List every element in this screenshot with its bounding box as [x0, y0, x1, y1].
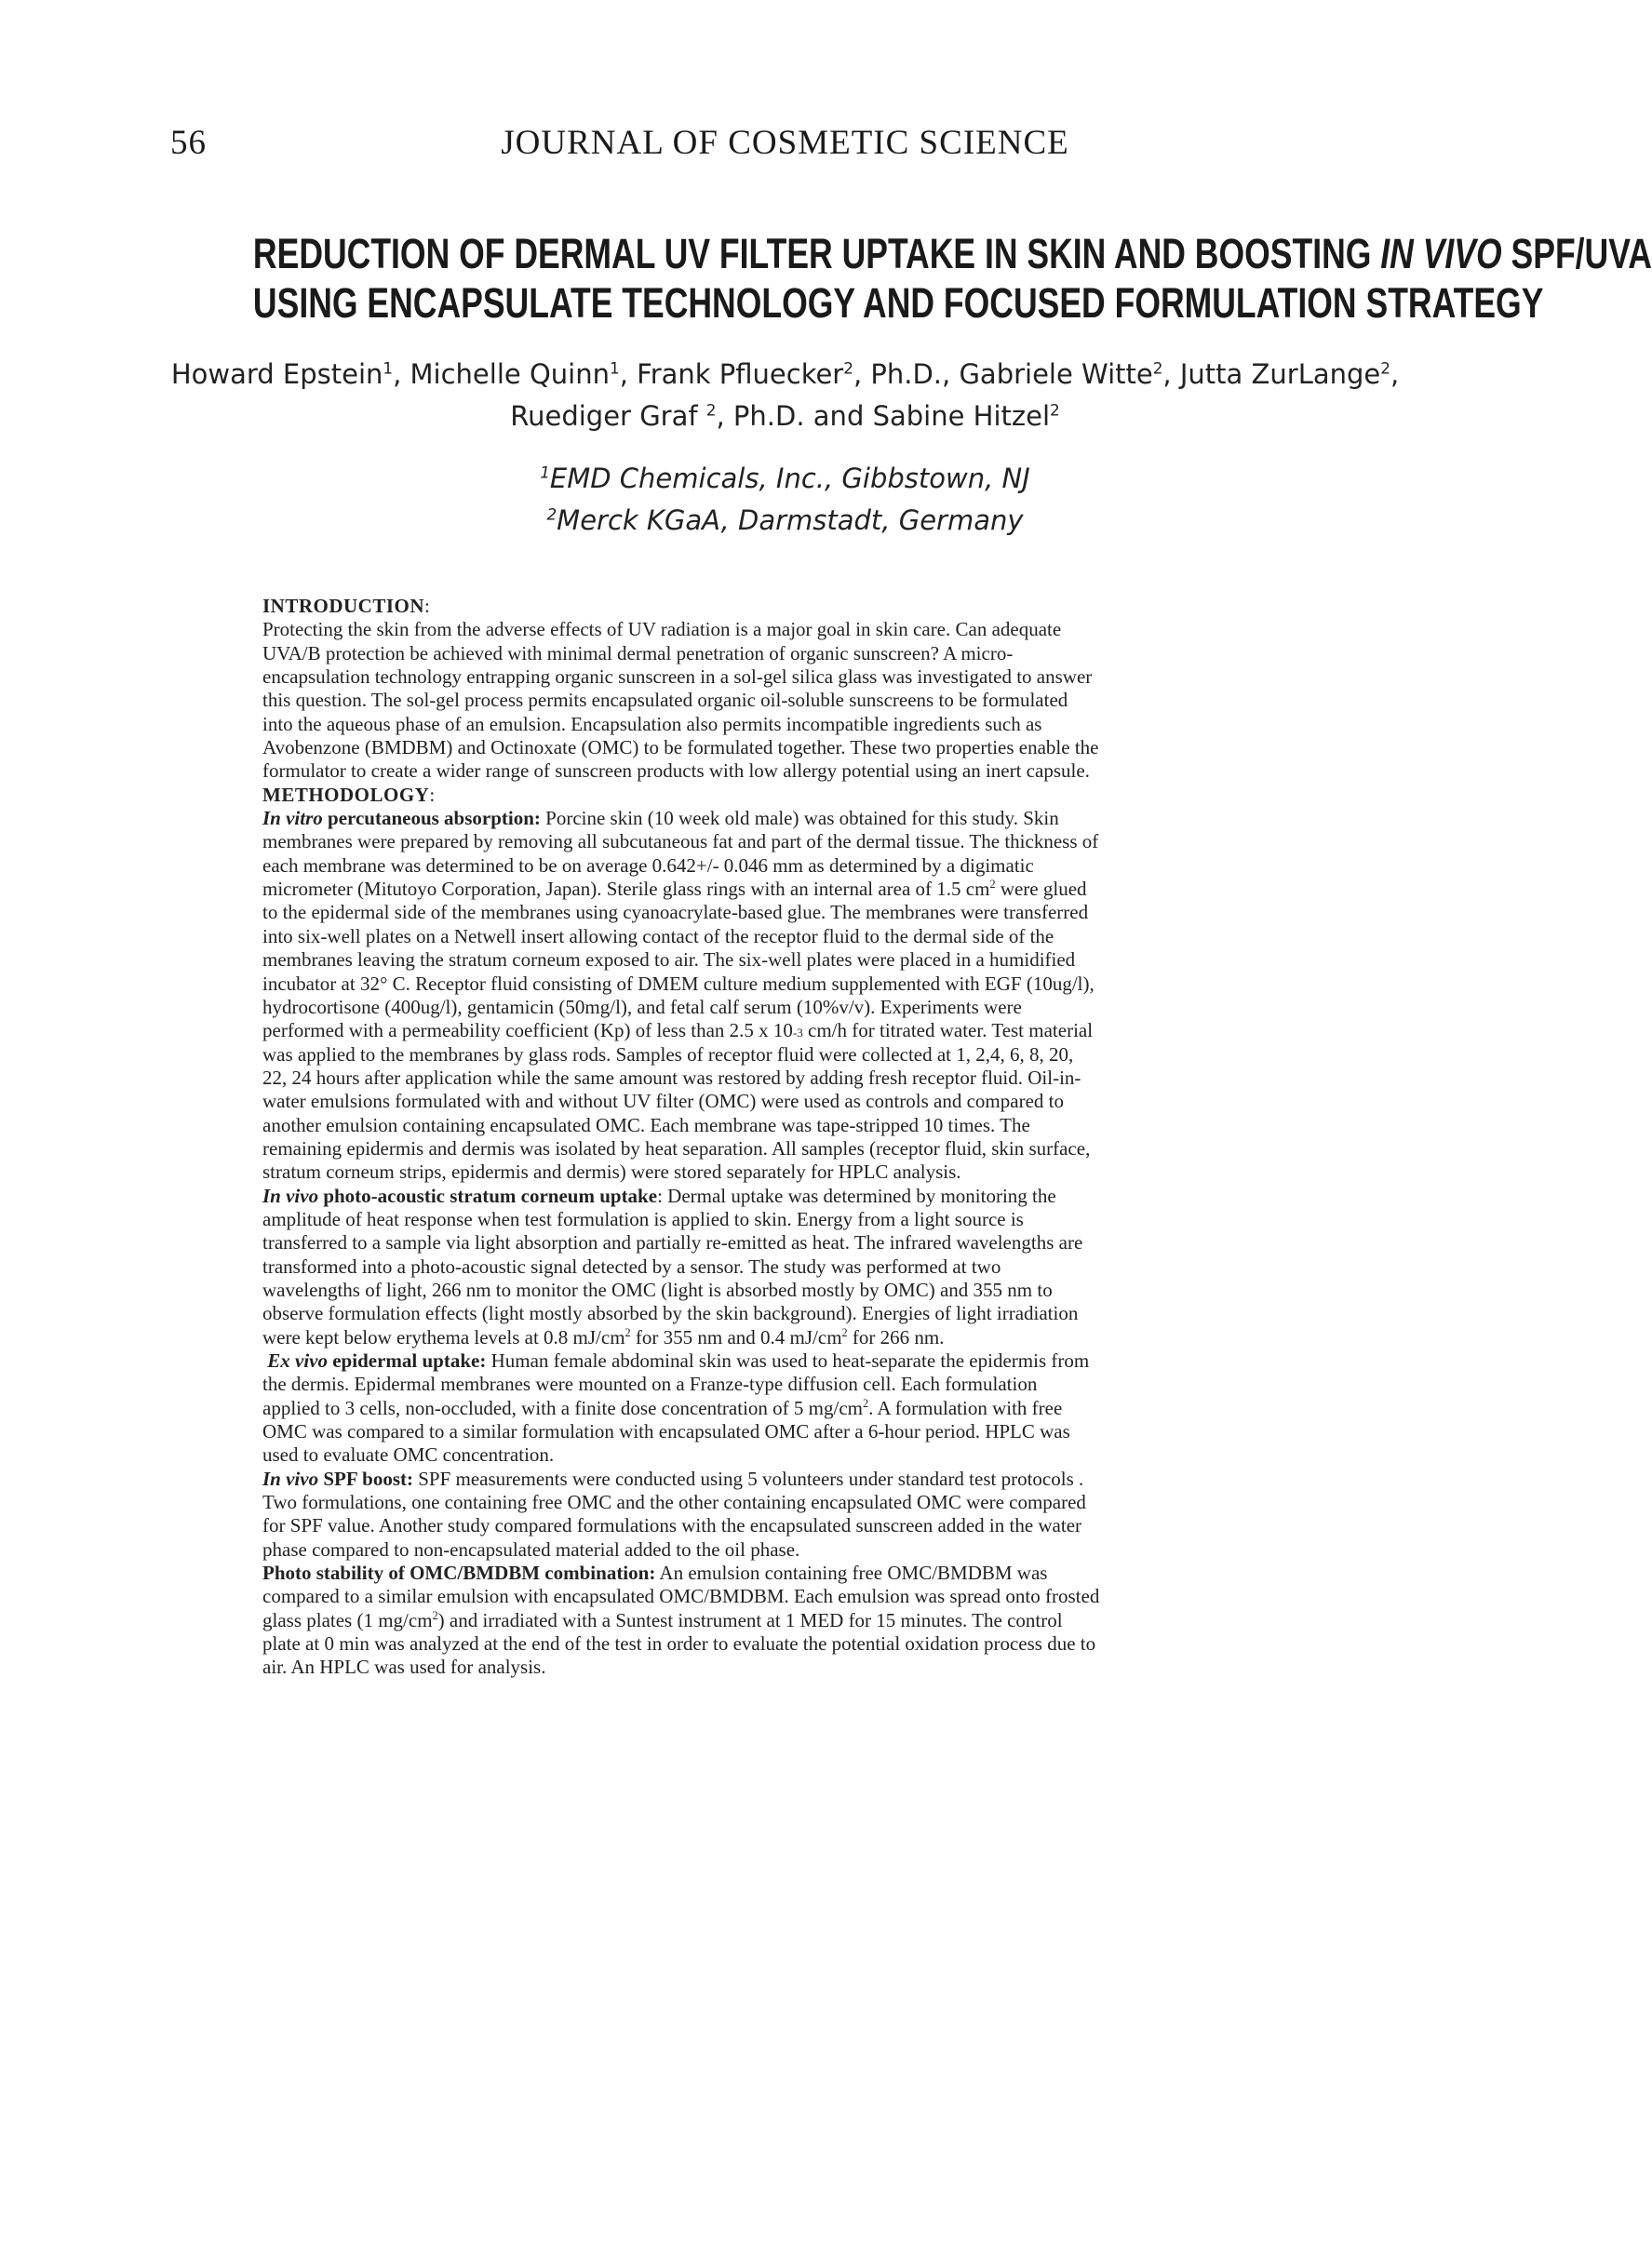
text-line: each membrane was determined to be on average 0.642+/- 0.046 mm as determined by a digimatic — [262, 853, 1034, 877]
text-line: this question. The sol-gel process permits encapsulated organic oil-soluble sunscreens to be formulated — [262, 689, 1068, 712]
text-line: compared to a similar emulsion with encapsulated OMC/BMDBM. Each emulsion was spread onto frosted — [262, 1585, 1100, 1608]
abstract-body — [262, 595, 1296, 1680]
text-line: performed with a permeability coefficient (Kp) of less than 2.5 x 10-3 cm/h for titrated water. Test material — [262, 1019, 1094, 1042]
text-line: into the aqueous phase of an emulsion. Encapsulation also permits incompatible ingredients such as — [262, 712, 1042, 735]
text-line: membranes leaving the stratum corneum exposed to air. The six-well plates were placed in a humidified — [262, 948, 1076, 972]
text-line: glass plates (1 $mg/cm^2$) and irradiated with a Suntest instrument at 1 MED for 15 minutes. The control — [262, 1608, 1063, 1631]
text-line: to the epidermal side of the membranes using cyanoacrylate-based glue. The membranes were transferred — [262, 901, 1089, 924]
text-line: incubator at 32° C. Receptor fluid consisting of DMEM culture medium supplemented with EGF (10ug/l), — [262, 972, 1095, 995]
affiliation-2: $^2$Merck KGaA, Darmstadt, Germany — [546, 504, 1024, 536]
text-line: phase compared to non-encapsulated material added to the oil phase. — [262, 1537, 800, 1561]
text-line: amplitude of heat response when test formulation is applied to skin. Energy from a light source is — [262, 1207, 1024, 1230]
section-heading-introduction: INTRODUCTION: — [262, 595, 430, 617]
page-number: 56 — [170, 124, 207, 162]
text-line: UVA/B protection be achieved with minimal dermal penetration of organic sunscreen? A micro- — [262, 641, 1014, 664]
text-line: encapsulation technology entrapping organic sunscreen in a sol-gel silica glass was investigated to answer — [262, 665, 1093, 689]
section-heading-methodology: METHODOLOGY: — [262, 783, 436, 806]
text-line: Avobenzone (BMDBM) and Octinoxate (OMC) to be formulated together. These two properties enable the — [262, 736, 1099, 759]
subsection-spf-boost: In vivo SPF boost: SPF measurements were conducted using 5 volunteers under standard test protocols . — [262, 1467, 1084, 1490]
text-line: formulator to create a wider range of sunscreen products with low allergy potential using an inert capsule. — [262, 759, 1090, 783]
title-line-1: REDUCTION OF DERMAL UV FILTER UPTAKE IN SKIN AND BOOSTING IN VIVO SPF/UVA — [252, 230, 1652, 277]
subsection-ex-vivo: Ex vivo epidermal uptake: Human female abdominal skin was used to heat-separate the epidermis from — [267, 1349, 1090, 1372]
article-title — [252, 229, 1652, 328]
author-list — [140, 354, 1430, 437]
text-line: water emulsions formulated with and without UV filter (OMC) were used as controls and compared to — [262, 1090, 1064, 1113]
text-line: hydrocortisone (400ug/l), gentamicin (50mg/l), and fetal calf serum (10%v/v). Experiments were — [262, 995, 1022, 1018]
text-line: for SPF value. Another study compared formulations with the encapsulated sunscreen added in the water — [262, 1514, 1082, 1537]
subsection-photo-stability: Photo stability of OMC/BMDBM combination: An emulsion containing free OMC/BMDBM was — [262, 1562, 1048, 1585]
text-line: another emulsion containing encapsulated OMC. Each membrane was tape-stripped 10 times. The — [262, 1113, 1030, 1136]
text-line: transferred to a sample via light absorption and partially re-emitted as heat. The infrared wavelengths are — [262, 1231, 1083, 1255]
text-line: transformed into a photo-acoustic signal detected by a sensor. The study was performed at two — [262, 1255, 1001, 1278]
running-header — [0, 123, 1570, 179]
text-line: were kept below erythema levels at 0.8 $mJ/cm^2$ for 355 nm and 0.4 $mJ/cm^2$ for 266 nm. — [262, 1325, 945, 1349]
title-line-2: USING ENCAPSULATE TECHNOLOGY AND FOCUSED FORMULATION STRATEGY — [252, 279, 1544, 327]
text-line: used to evaluate OMC concentration. — [262, 1443, 555, 1467]
text-line: OMC was compared to a similar formulation with encapsulated OMC after a 6-hour period. HPLC was — [262, 1420, 1070, 1443]
text-line: 22, 24 hours after application while the same amount was restored by adding fresh receptor fluid. Oil-in- — [262, 1066, 1081, 1089]
text-line: applied to 3 cells, non-occluded, with a finite dose concentration of 5 $mg/cm^2$. A formulation with free — [262, 1396, 1063, 1419]
text-line: was applied to the membranes by glass rods. Samples of receptor fluid were collected at 1, 2,4, 6, 8, 20, — [262, 1042, 1074, 1066]
text-line: air. An HPLC was used for analysis. — [262, 1656, 546, 1679]
author-line-1: Howard Epstein$^1$, Michelle Quinn$^1$, Frank Pfluecker$^2$, Ph.D., Gabriele Witte$^2$, Jutta ZurLange$^2$, — [170, 358, 1400, 390]
author-line-2: Ruediger Graf $^2$, Ph.D. and Sabine Hitzel$^2$ — [510, 400, 1060, 432]
subsection-in-vitro: In vitro percutaneous absorption: Porcine skin (10 week old male) was obtained for this study. Skin — [262, 807, 1059, 830]
text-line: Two formulations, one containing free OMC and the other containing encapsulated OMC were compared — [262, 1491, 1086, 1514]
text-line: into six-well plates on a Netwell insert allowing contact of the receptor fluid to the dermal side of the — [262, 924, 1054, 947]
text-line: the dermis. Epidermal membranes were mounted on a Franze-type diffusion cell. Each formulation — [262, 1373, 1038, 1396]
subsection-in-vivo-photo-acoustic: In vivo photo-acoustic stratum corneum uptake: Dermal uptake was determined by monitoring the — [262, 1184, 1056, 1207]
text-line: membranes were prepared by removing all subcutaneous fat and part of the dermal tissue. The thickness of — [262, 830, 1099, 853]
affiliation-1: $^1$EMD Chemicals, Inc., Gibbstown, NJ — [540, 463, 1030, 494]
text-line: micrometer (Mitutoyo Corporation, Japan). Sterile glass rings with an internal area of 1.5 $cm^2$ were glued — [262, 878, 1087, 901]
text-line: remaining epidermis and dermis was isolated by heat separation. All samples (receptor fluid, skin surface, — [262, 1136, 1091, 1160]
text-line: plate at 0 min was analyzed at the end of the test in order to evaluate the potential oxidation process due to — [262, 1632, 1096, 1656]
journal-name: JOURNAL OF COSMETIC SCIENCE — [501, 124, 1069, 162]
text-line: observe formulation effects (light mostly absorbed by the skin background). Energies of light irradiation — [262, 1302, 1079, 1325]
affiliations — [0, 458, 1570, 542]
text-line: stratum corneum strips, epidermis and dermis) were stored separately for HPLC analysis. — [262, 1161, 961, 1184]
text-line: wavelengths of light, 266 nm to monitor the OMC (light is absorbed mostly by OMC) and 355 nm to — [262, 1278, 1053, 1301]
text-line: Protecting the skin from the adverse effects of UV radiation is a major goal in skin care. Can adequate — [262, 618, 1062, 641]
